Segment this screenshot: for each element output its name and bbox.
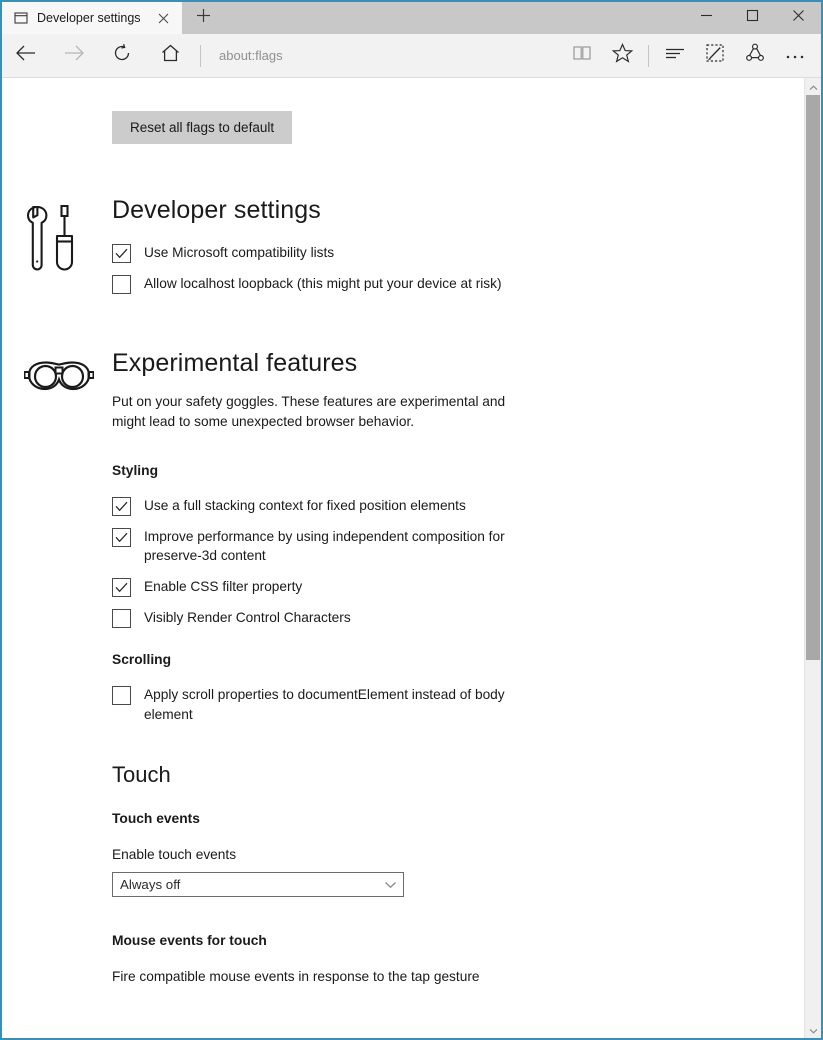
back-button[interactable] <box>2 34 50 78</box>
scrollbar-thumb[interactable] <box>806 95 820 660</box>
page-icon <box>14 11 28 25</box>
reading-view-button[interactable] <box>562 34 602 78</box>
tab-title: Developer settings <box>37 11 141 25</box>
developer-settings-body <box>2 196 804 294</box>
ellipsis-icon <box>785 47 805 65</box>
page-viewport <box>2 78 821 1038</box>
section-description: Put on your safety goggles. These features are experimental and might lead to some unexpected browser behavior. <box>112 394 506 429</box>
checkbox-label: Visibly Render Control Characters <box>144 609 351 625</box>
enable-touch-events-label: Enable touch events <box>112 847 237 863</box>
close-button[interactable] <box>775 2 821 34</box>
checkbox-row[interactable] <box>112 243 774 263</box>
maximize-button[interactable] <box>729 2 775 34</box>
experimental-features-section <box>2 349 804 984</box>
checkbox-allow-localhost-loopback[interactable] <box>112 275 131 294</box>
back-arrow-icon <box>15 44 37 67</box>
tab-strip <box>2 2 224 34</box>
developer-checkbox-list <box>112 243 774 294</box>
hub-lines-icon <box>664 45 686 66</box>
wrench-screwdriver-icon <box>24 204 82 279</box>
scroll-down-arrow-icon <box>809 1021 818 1039</box>
forward-button[interactable] <box>50 34 98 78</box>
nav-divider <box>200 45 201 67</box>
safety-goggles-icon <box>24 359 94 404</box>
developer-settings-section <box>2 196 804 294</box>
tab-close-icon[interactable] <box>152 7 174 29</box>
touch-heading: Touch <box>112 762 171 788</box>
home-icon <box>160 43 181 68</box>
share-button[interactable] <box>735 34 775 78</box>
web-note-button[interactable] <box>695 34 735 78</box>
checkbox-row[interactable] <box>112 527 774 566</box>
new-tab-button[interactable] <box>182 2 224 34</box>
close-icon <box>792 9 805 27</box>
flags-page <box>2 78 804 1038</box>
mouse-events-description: Fire compatible mouse events in response to the tap gesture <box>112 969 480 985</box>
enable-touch-events-select[interactable] <box>112 872 404 897</box>
home-button[interactable] <box>146 34 194 78</box>
section-title: Experimental features <box>112 349 358 377</box>
checkbox-label: Apply scroll properties to documentElement instead of body element <box>144 686 505 722</box>
checkbox-row[interactable] <box>112 685 774 724</box>
address-bar-text: about:flags <box>219 48 283 63</box>
navigation-bar <box>2 34 821 78</box>
touch-events-heading: Touch events <box>112 811 200 827</box>
page-title: Developer settings <box>112 196 321 224</box>
address-bar[interactable] <box>207 48 562 63</box>
plus-icon <box>196 8 211 28</box>
minimize-button[interactable] <box>683 2 729 34</box>
page-scrollbar[interactable] <box>804 78 821 1038</box>
chevron-down-icon <box>384 877 397 892</box>
checkbox-row[interactable] <box>112 577 774 597</box>
checkbox-apply-scroll-to-documentelement[interactable] <box>112 686 131 705</box>
checkbox-row[interactable] <box>112 608 774 628</box>
star-icon <box>612 43 633 68</box>
book-icon <box>572 44 592 67</box>
nav-actions <box>562 34 821 78</box>
styling-heading: Styling <box>112 462 158 478</box>
scrolling-checkbox-list <box>112 685 774 724</box>
checkbox-label: Use a full stacking context for fixed position elements <box>144 497 466 513</box>
title-bar <box>2 2 821 34</box>
checkbox-enable-css-filter[interactable] <box>112 578 131 597</box>
mouse-events-heading: Mouse events for touch <box>112 933 267 949</box>
favorites-button[interactable] <box>602 34 642 78</box>
maximize-icon <box>746 9 759 27</box>
forward-arrow-icon <box>63 44 85 67</box>
scroll-up-arrow-icon <box>809 78 818 96</box>
experimental-features-body <box>2 349 804 984</box>
scroll-up-button[interactable] <box>805 78 821 95</box>
checkbox-label: Enable CSS filter property <box>144 578 303 594</box>
checkbox-use-ms-compat-lists[interactable] <box>112 244 131 263</box>
checkbox-label: Allow localhost loopback (this might put your device at risk) <box>144 276 502 291</box>
reset-all-flags-button[interactable]: Reset all flags to default <box>112 111 292 144</box>
checkbox-full-stacking-context[interactable] <box>112 497 131 516</box>
pencil-note-icon <box>705 43 725 68</box>
checkbox-independent-composition[interactable] <box>112 528 131 547</box>
scroll-down-button[interactable] <box>805 1021 821 1038</box>
scrolling-heading: Scrolling <box>112 651 172 667</box>
browser-tab[interactable] <box>2 2 182 34</box>
more-button[interactable] <box>775 34 815 78</box>
checkbox-row[interactable] <box>112 274 774 294</box>
checkbox-visibly-render-control-chars[interactable] <box>112 609 131 628</box>
share-icon <box>745 43 765 68</box>
refresh-icon <box>112 43 132 68</box>
select-value: Always off <box>120 877 181 893</box>
checkmark-icon <box>115 582 128 593</box>
refresh-button[interactable] <box>98 34 146 78</box>
minimize-icon <box>700 9 713 27</box>
checkbox-row[interactable] <box>112 496 774 516</box>
checkmark-icon <box>115 501 128 512</box>
checkmark-icon <box>115 248 128 259</box>
checkbox-label: Use Microsoft compatibility lists <box>144 245 335 260</box>
hub-button[interactable] <box>655 34 695 78</box>
scrollbar-track[interactable] <box>805 95 821 1021</box>
window-controls <box>683 2 821 34</box>
checkmark-icon <box>115 532 128 543</box>
checkbox-label: Improve performance by using independent composition for preserve-3d content <box>144 528 505 564</box>
nav-divider-2 <box>648 45 649 67</box>
styling-checkbox-list <box>112 496 774 628</box>
